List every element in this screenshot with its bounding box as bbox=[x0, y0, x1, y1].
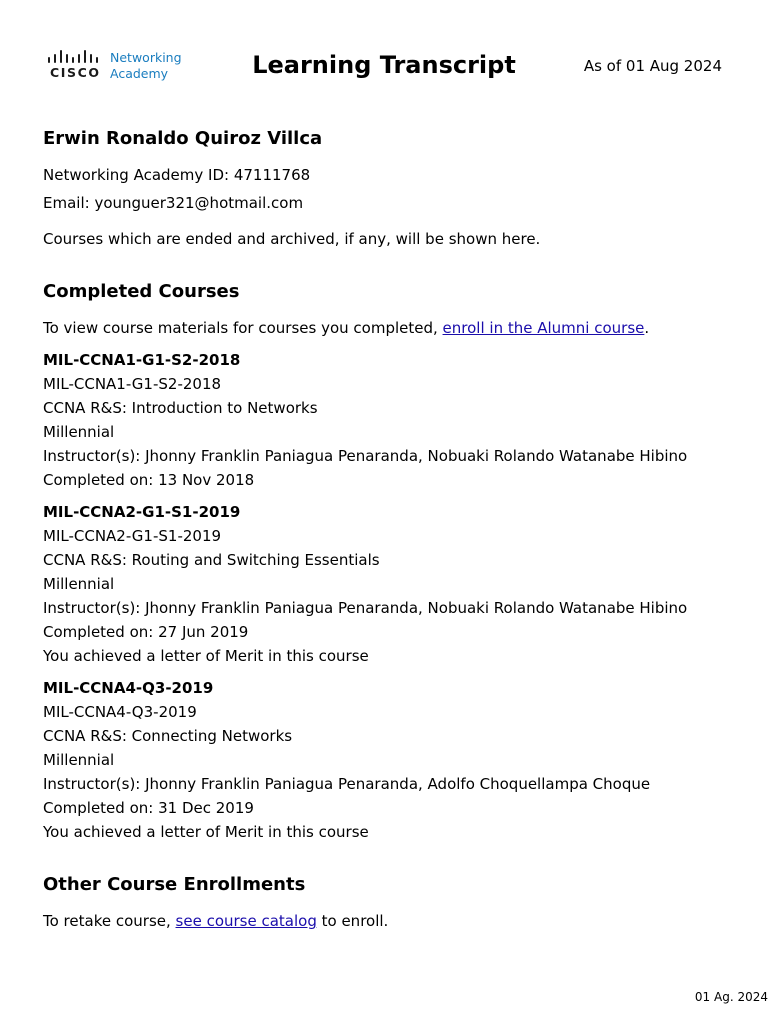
course-name: CCNA R&S: Routing and Switching Essentials bbox=[43, 551, 380, 569]
course-institution: Millennial bbox=[43, 423, 115, 441]
course-section: MIL-CCNA4-Q3-2019 bbox=[43, 703, 197, 721]
course-institution: Millennial bbox=[43, 575, 115, 593]
retake-suffix: to enroll. bbox=[316, 912, 389, 930]
course-catalog-link[interactable]: see course catalog bbox=[175, 912, 317, 930]
transcript-body bbox=[43, 128, 733, 933]
academy-id: Networking Academy ID: 47111768 bbox=[43, 166, 311, 184]
alumni-intro-suffix: . bbox=[644, 319, 650, 337]
email: Email: younguer321@hotmail.com bbox=[43, 194, 304, 212]
course-code: MIL-CCNA2-G1-S1-2019 bbox=[43, 503, 241, 521]
as-of-date: As of 01 Aug 2024 bbox=[583, 57, 722, 75]
course-instructors: Instructor(s): Jhonny Franklin Paniagua Penaranda, Nobuaki Rolando Watanabe Hibino bbox=[43, 599, 688, 617]
other-enrollments-heading: Other Course Enrollments bbox=[43, 874, 306, 895]
alumni-course-link[interactable]: enroll in the Alumni course bbox=[442, 319, 645, 337]
course-code: MIL-CCNA4-Q3-2019 bbox=[43, 679, 214, 697]
course-entry bbox=[43, 676, 733, 844]
completed-courses-heading: Completed Courses bbox=[43, 281, 240, 302]
cisco-wordmark: CISCO bbox=[50, 65, 101, 80]
course-completed-on: Completed on: 31 Dec 2019 bbox=[43, 799, 254, 817]
course-entry bbox=[43, 500, 733, 668]
footer-date: 01 Ag. 2024 bbox=[694, 990, 768, 1004]
retake-note bbox=[43, 909, 733, 933]
course-name: CCNA R&S: Connecting Networks bbox=[43, 727, 293, 745]
student-name: Erwin Ronaldo Quiroz Villca bbox=[43, 128, 323, 149]
course-completed-on: Completed on: 13 Nov 2018 bbox=[43, 471, 255, 489]
retake-prefix: To retake course, bbox=[43, 912, 176, 930]
course-code: MIL-CCNA1-G1-S2-2018 bbox=[43, 351, 241, 369]
course-section: MIL-CCNA2-G1-S1-2019 bbox=[43, 527, 222, 545]
course-institution: Millennial bbox=[43, 751, 115, 769]
archived-note: Courses which are ended and archived, if any, will be shown here. bbox=[43, 230, 541, 248]
course-instructors: Instructor(s): Jhonny Franklin Paniagua Penaranda, Nobuaki Rolando Watanabe Hibino bbox=[43, 447, 688, 465]
course-entry bbox=[43, 348, 733, 492]
document-title: Learning Transcript bbox=[252, 51, 516, 79]
logo-line-1: Networking bbox=[110, 50, 182, 65]
course-merit: You achieved a letter of Merit in this course bbox=[43, 647, 369, 665]
course-merit: You achieved a letter of Merit in this course bbox=[43, 823, 369, 841]
course-name: CCNA R&S: Introduction to Networks bbox=[43, 399, 318, 417]
alumni-intro-prefix: To view course materials for courses you completed, bbox=[43, 319, 443, 337]
logo-line-2: Academy bbox=[110, 66, 169, 81]
course-instructors: Instructor(s): Jhonny Franklin Paniagua Penaranda, Adolfo Choquellampa Choque bbox=[43, 775, 651, 793]
course-section: MIL-CCNA1-G1-S2-2018 bbox=[43, 375, 222, 393]
course-completed-on: Completed on: 27 Jun 2019 bbox=[43, 623, 249, 641]
alumni-intro bbox=[43, 316, 733, 340]
